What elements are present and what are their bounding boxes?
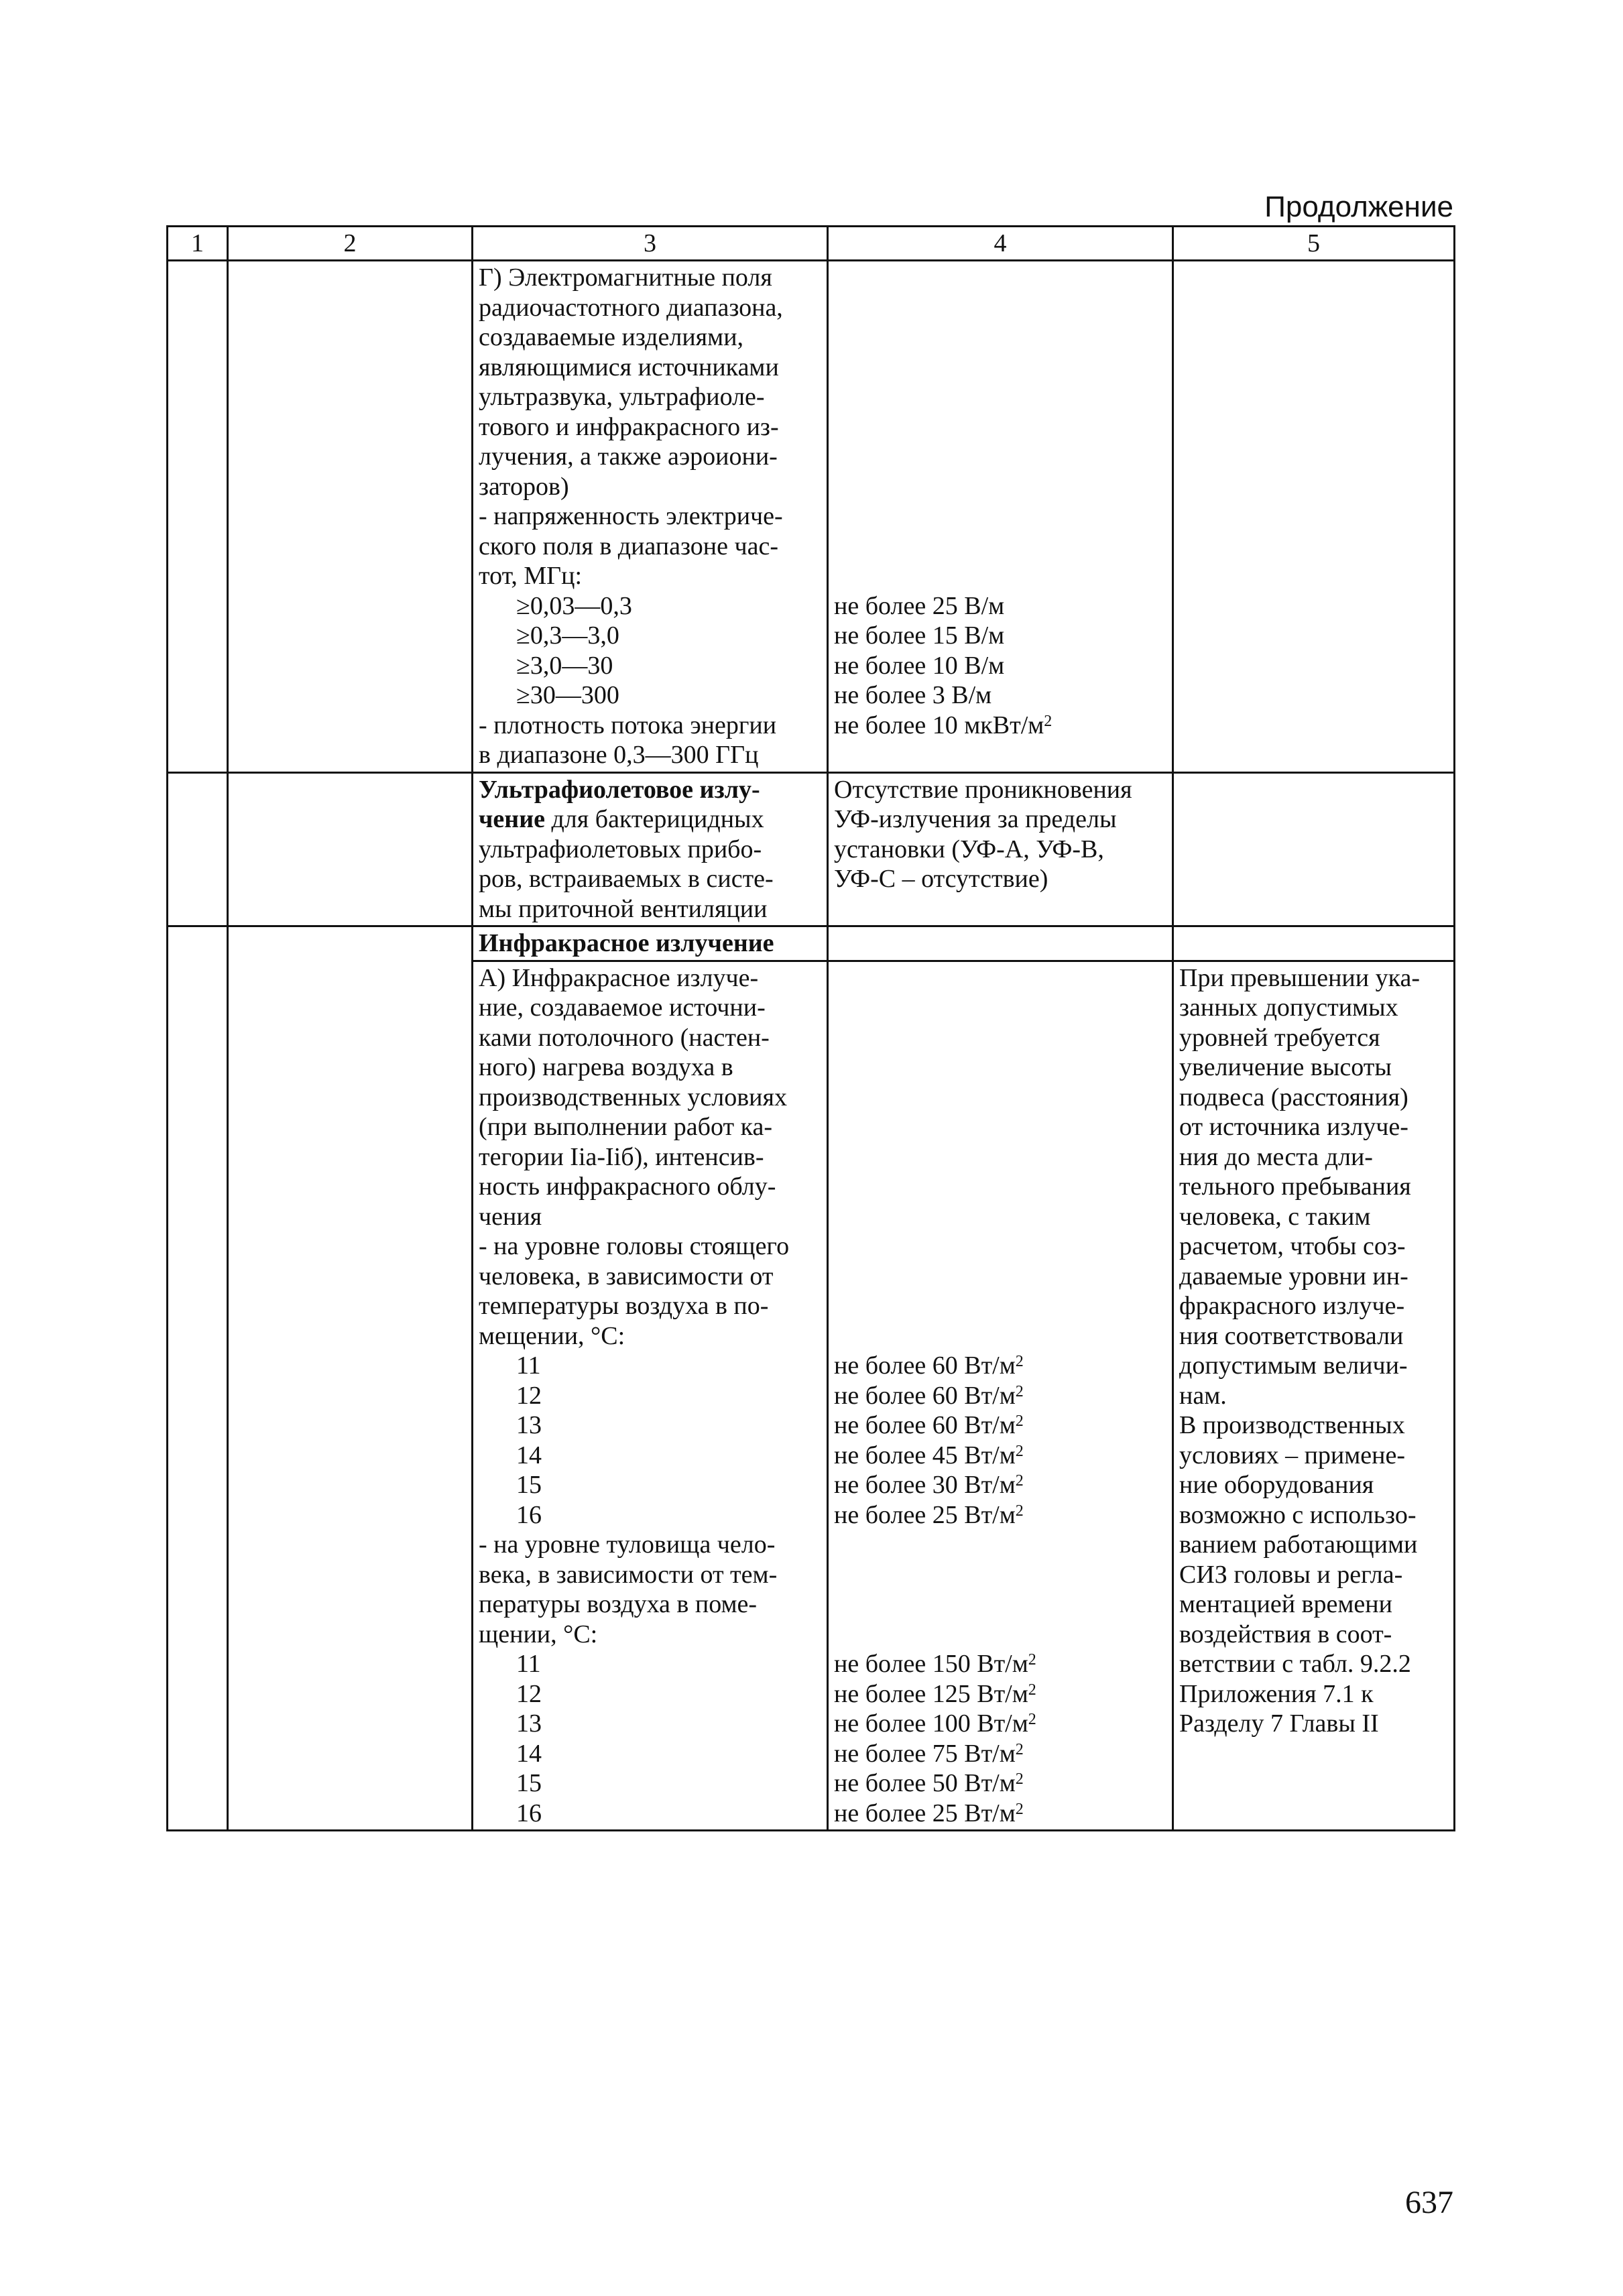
- ir-note-2-line: Приложения 7.1 к: [1179, 1679, 1374, 1708]
- ir-head-limit: [834, 1441, 1166, 1471]
- cell-ir-col1: [168, 926, 228, 1831]
- cell-uv-col1: [168, 772, 228, 926]
- ir-torso-limit-text: не более 75 Вт/м: [834, 1739, 1016, 1768]
- unit-superscript: 2: [1028, 1711, 1036, 1728]
- ir-torso-limit-text: не более 125 Вт/м: [834, 1679, 1028, 1708]
- unit-superscript: 2: [1015, 1382, 1024, 1400]
- emf-heading-line: лучения, а также аэроиони-: [479, 442, 778, 471]
- ir-head-temp: 11: [516, 1351, 541, 1380]
- ir-note-1-line: от источника излуче-: [1179, 1113, 1408, 1141]
- unit-superscript: 2: [1028, 1651, 1036, 1669]
- ir-head-limit: [834, 1500, 1166, 1530]
- ir-head-limit-text: не более 45 Вт/м: [834, 1441, 1016, 1469]
- ir-torso-limit: [834, 1709, 1166, 1739]
- cell-emf-factor: [473, 261, 828, 773]
- emf-intensity-line: ского поля в диапазоне час-: [479, 532, 778, 560]
- ir-torso-limit: [834, 1768, 1166, 1799]
- ir-head-line: температуры воздуха в по-: [479, 1292, 769, 1320]
- ir-a-line: чения: [479, 1202, 542, 1231]
- ir-torso-temp: 11: [516, 1650, 541, 1678]
- cell-emf-col1: [168, 261, 228, 773]
- ir-torso-limit-text: не более 100 Вт/м: [834, 1709, 1028, 1738]
- emf-heading-line: тового и инфракрасного из-: [479, 412, 779, 441]
- ir-note-1-line: допустимым величи-: [1179, 1351, 1408, 1380]
- emf-range-limit: не более 15 В/м: [834, 621, 1005, 650]
- ir-note-1-line: подвеса (расстояния): [1179, 1083, 1408, 1111]
- ir-a-line: ность инфракрасного облу-: [479, 1172, 776, 1201]
- column-header-3: 3: [473, 227, 828, 261]
- uv-text-line: ультрафиолетовых прибо-: [479, 835, 762, 863]
- cell-uv-col2: [228, 772, 473, 926]
- cell-ir-a-factor: [473, 961, 828, 1831]
- cell-ir-limits: [828, 961, 1173, 1831]
- cell-ir-title-col5: [1173, 926, 1455, 961]
- ir-torso-limit-text: не более 50 Вт/м: [834, 1769, 1016, 1797]
- cell-ir-notes: [1173, 961, 1455, 1831]
- uv-requirement-line: УФ-С – отсутствие): [834, 865, 1048, 893]
- ir-head-limit: [834, 1410, 1166, 1441]
- emf-flux-limit: [834, 711, 1166, 741]
- ir-note-2-line: ние оборудования: [1179, 1471, 1374, 1499]
- unit-superscript: 2: [1015, 1412, 1024, 1430]
- emf-intensity-line: тот, МГц:: [479, 562, 583, 590]
- ir-head-line: мещении, °C:: [479, 1321, 625, 1350]
- ir-note-1-line: тельного пребывания: [1179, 1172, 1411, 1201]
- uv-text-line: мы приточной вентиляции: [479, 894, 768, 923]
- ir-note-1-line: ния до места дли-: [1179, 1142, 1373, 1171]
- column-header-4: 4: [828, 227, 1173, 261]
- emf-heading-line: ультразвука, ультрафиоле-: [479, 383, 765, 411]
- ir-head-limit-text: не более 60 Вт/м: [834, 1381, 1016, 1410]
- ir-head-limit-text: не более 60 Вт/м: [834, 1351, 1016, 1380]
- ir-head-temp: 16: [516, 1500, 542, 1529]
- emf-flux-line: в диапазоне 0,3—300 ГГц: [479, 741, 759, 769]
- ir-head-limit-text: не более 25 Вт/м: [834, 1500, 1016, 1529]
- ir-head-temp: 12: [516, 1381, 542, 1410]
- ir-note-1-line: уровней требуется: [1179, 1023, 1380, 1052]
- ir-note-2-line: ментацией времени: [1179, 1590, 1392, 1618]
- ir-torso-limit: [834, 1649, 1166, 1679]
- ir-a-line: производственных условиях: [479, 1083, 787, 1111]
- ir-a-line: (при выполнении работ ка-: [479, 1113, 773, 1141]
- ir-head-limit: [834, 1470, 1166, 1500]
- table-row-ir-title: [168, 926, 1455, 961]
- page-title: Продолжение: [1264, 190, 1453, 223]
- unit-superscript: 2: [1044, 712, 1053, 730]
- emf-frequency-range: ≥3,0—30: [516, 651, 613, 680]
- unit-superscript: 2: [1015, 1472, 1024, 1490]
- hygiene-standards-table: [166, 225, 1455, 1831]
- emf-heading-line: заторов): [479, 472, 569, 501]
- ir-title: Инфракрасное излучение: [479, 929, 774, 957]
- ir-note-2-line: воздействия в соот-: [1179, 1620, 1392, 1648]
- emf-intensity-line: - напряженность электриче-: [479, 502, 783, 530]
- table-header-row: [168, 227, 1455, 261]
- ir-torso-limit: [834, 1679, 1166, 1709]
- table-row-emf: [168, 261, 1455, 773]
- emf-heading-line: радиочастотного диапазона,: [479, 293, 783, 322]
- cell-uv-factor: [473, 772, 828, 926]
- ir-torso-temp: 13: [516, 1709, 542, 1738]
- ir-note-2-line: Разделу 7 Главы II: [1179, 1709, 1379, 1738]
- table-row-uv: [168, 772, 1455, 926]
- emf-heading-line: Г) Электромагнитные поля: [479, 263, 772, 292]
- uv-text-inline: для бактерицидных: [544, 805, 764, 833]
- cell-ir-title-col4: [828, 926, 1173, 961]
- emf-frequency-range: ≥30—300: [516, 681, 619, 709]
- uv-requirement-line: Отсутствие проникновения: [834, 775, 1132, 804]
- ir-note-2-line: условиях – примене-: [1179, 1441, 1406, 1469]
- ir-head-limit-text: не более 60 Вт/м: [834, 1411, 1016, 1439]
- ir-note-1-line: увеличение высоты: [1179, 1053, 1392, 1081]
- column-header-2: 2: [228, 227, 473, 261]
- unit-superscript: 2: [1015, 1800, 1024, 1818]
- ir-head-temp: 13: [516, 1411, 542, 1439]
- uv-requirement-line: УФ-излучения за пределы: [834, 805, 1117, 833]
- uv-text-first-line: [479, 804, 821, 835]
- emf-range-limit: не более 25 В/м: [834, 591, 1005, 620]
- ir-head-line: - на уровне головы стоящего: [479, 1232, 790, 1260]
- uv-title: Ультрафиолетовое излу-: [479, 775, 760, 804]
- ir-head-limit-text: не более 30 Вт/м: [834, 1471, 1016, 1499]
- unit-superscript: 2: [1015, 1502, 1024, 1520]
- ir-torso-temp: 12: [516, 1679, 542, 1708]
- ir-torso-line: века, в зависимости от тем-: [479, 1560, 778, 1589]
- cell-emf-limits: [828, 261, 1173, 773]
- ir-note-2-line: ванием работающими: [1179, 1530, 1418, 1559]
- cell-emf-col2: [228, 261, 473, 773]
- emf-range-limit: не более 3 В/м: [834, 681, 992, 709]
- column-header-1: 1: [168, 227, 228, 261]
- ir-note-1-line: расчетом, чтобы соз-: [1179, 1232, 1406, 1260]
- emf-frequency-range: ≥0,03—0,3: [516, 591, 632, 620]
- ir-head-temp: 15: [516, 1471, 542, 1499]
- unit-superscript: 2: [1015, 1442, 1024, 1460]
- ir-torso-limit-text: не более 150 Вт/м: [834, 1650, 1028, 1678]
- uv-text-line: ров, встраиваемых в систе-: [479, 865, 774, 893]
- ir-torso-temp: 14: [516, 1739, 542, 1768]
- ir-note-1-line: человека, с таким: [1179, 1202, 1371, 1231]
- ir-torso-limit: [834, 1799, 1166, 1829]
- column-header-5: 5: [1173, 227, 1455, 261]
- ir-head-limit: [834, 1381, 1166, 1411]
- ir-a-line: ние, создаваемое источни-: [479, 993, 766, 1022]
- ir-torso-temp: 15: [516, 1769, 542, 1797]
- ir-note-1-line: даваемые уровни ин-: [1179, 1262, 1408, 1290]
- ir-note-2-line: В производственных: [1179, 1411, 1405, 1439]
- ir-note-2-line: возможно с использо-: [1179, 1500, 1417, 1529]
- cell-ir-col2: [228, 926, 473, 1831]
- unit-superscript: 2: [1015, 1770, 1024, 1788]
- uv-title-cont: чение: [479, 805, 545, 833]
- ir-a-line: тегории Iia-Iiб), интенсив-: [479, 1142, 764, 1171]
- emf-flux-line: - плотность потока энергии: [479, 711, 777, 739]
- page-number: 637: [1405, 2185, 1453, 2220]
- ir-a-line: ного) нагрева воздуха в: [479, 1053, 733, 1081]
- cell-emf-notes: [1173, 261, 1455, 773]
- ir-head-limit: [834, 1351, 1166, 1381]
- ir-torso-limit-text: не более 25 Вт/м: [834, 1799, 1016, 1827]
- ir-torso-line: щении, °C:: [479, 1620, 598, 1648]
- ir-torso-limit: [834, 1739, 1166, 1769]
- ir-note-1-line: занных допустимых: [1179, 993, 1398, 1022]
- emf-flux-limit-text: не более 10 мкВт/м: [834, 711, 1044, 739]
- ir-note-1-line: При превышении ука-: [1179, 963, 1420, 992]
- ir-a-line: А) Инфракрасное излуче-: [479, 963, 759, 992]
- ir-note-1-line: ния соответствовали: [1179, 1321, 1404, 1350]
- emf-range-limit: не более 10 В/м: [834, 651, 1005, 680]
- cell-uv-notes: [1173, 772, 1455, 926]
- uv-requirement-line: установки (УФ-А, УФ-В,: [834, 835, 1104, 863]
- unit-superscript: 2: [1028, 1681, 1036, 1699]
- ir-head-line: человека, в зависимости от: [479, 1262, 774, 1290]
- cell-uv-requirement: [828, 772, 1173, 926]
- ir-note-1-line: фракрасного излуче-: [1179, 1292, 1405, 1320]
- emf-frequency-range: ≥0,3—3,0: [516, 621, 619, 650]
- ir-torso-line: пературы воздуха в поме-: [479, 1590, 758, 1618]
- ir-note-1-line: нам.: [1179, 1381, 1227, 1410]
- ir-head-temp: 14: [516, 1441, 542, 1469]
- emf-heading-line: являющимися источниками: [479, 353, 779, 381]
- unit-superscript: 2: [1015, 1353, 1024, 1370]
- ir-note-2-line: СИЗ головы и регла-: [1179, 1560, 1403, 1589]
- ir-note-2-line: ветствии с табл. 9.2.2: [1179, 1650, 1411, 1678]
- emf-heading-line: создаваемые изделиями,: [479, 323, 744, 351]
- ir-torso-line: - на уровне туловища чело-: [479, 1530, 776, 1559]
- ir-a-line: ками потолочного (настен-: [479, 1023, 770, 1052]
- unit-superscript: 2: [1015, 1740, 1024, 1758]
- ir-torso-temp: 16: [516, 1799, 542, 1827]
- cell-ir-title: [473, 926, 828, 961]
